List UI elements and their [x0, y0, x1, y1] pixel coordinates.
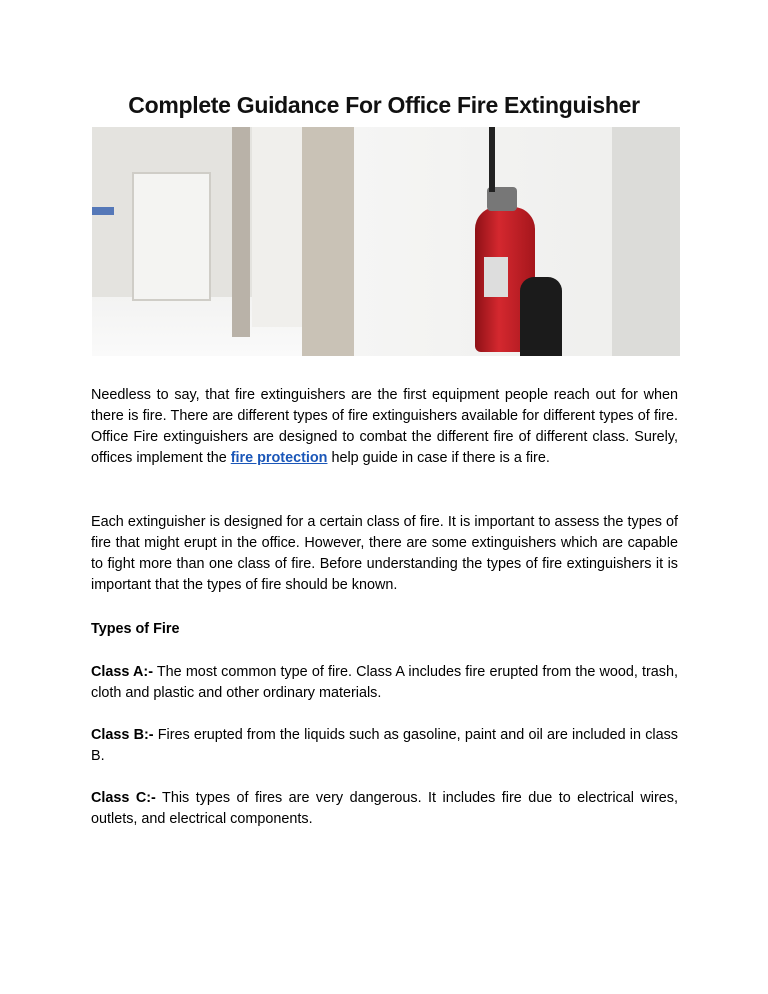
class-c-text: This types of fires are very dangerous. It includes fire due to electrical wires, outlets, and electrical components. — [91, 790, 678, 827]
class-a-label: Class A:- — [91, 664, 153, 680]
class-a-item — [91, 662, 678, 704]
classes-paragraph: Each extinguisher is designed for a certain class of fire. It is important to assess the types of fire that might erupt in the office. However, there are some extinguishers which are capable to fight more than one class of fire. Before understanding the types of fire extinguishers it is important that the types of fire should be known. — [91, 514, 678, 593]
page-title: Complete Guidance For Office Fire Extinguisher — [128, 92, 640, 118]
intro-text-end: help guide in case if there is a fire. — [327, 450, 550, 466]
class-a-text: The most common type of fire. Class A includes fire erupted from the wood, trash, cloth and plastic and other ordinary materials. — [91, 664, 679, 701]
class-b-text: Fires erupted from the liquids such as gasoline, paint and oil are included in class B. — [91, 727, 678, 764]
fire-protection-link[interactable]: fire protection — [230, 450, 328, 466]
class-c-label: Class C:- — [91, 790, 156, 806]
intro-paragraph — [91, 385, 678, 469]
types-of-fire-heading: Types of Fire — [91, 621, 180, 637]
intro-text: Needless to say, that fire extinguishers are the first equipment people reach out for when there is fire. There are different types of fire extinguishers available for different types of fire. Office Fire extinguishers are designed to combat the different fire of different class. Surely, offices implement the — [91, 387, 678, 466]
office-fire-extinguisher-photo — [92, 127, 680, 356]
class-c-item — [91, 788, 678, 830]
class-b-item — [91, 725, 678, 767]
door-icon — [132, 172, 211, 301]
black-extinguisher-icon — [520, 277, 562, 356]
class-b-label: Class B:- — [91, 727, 154, 743]
